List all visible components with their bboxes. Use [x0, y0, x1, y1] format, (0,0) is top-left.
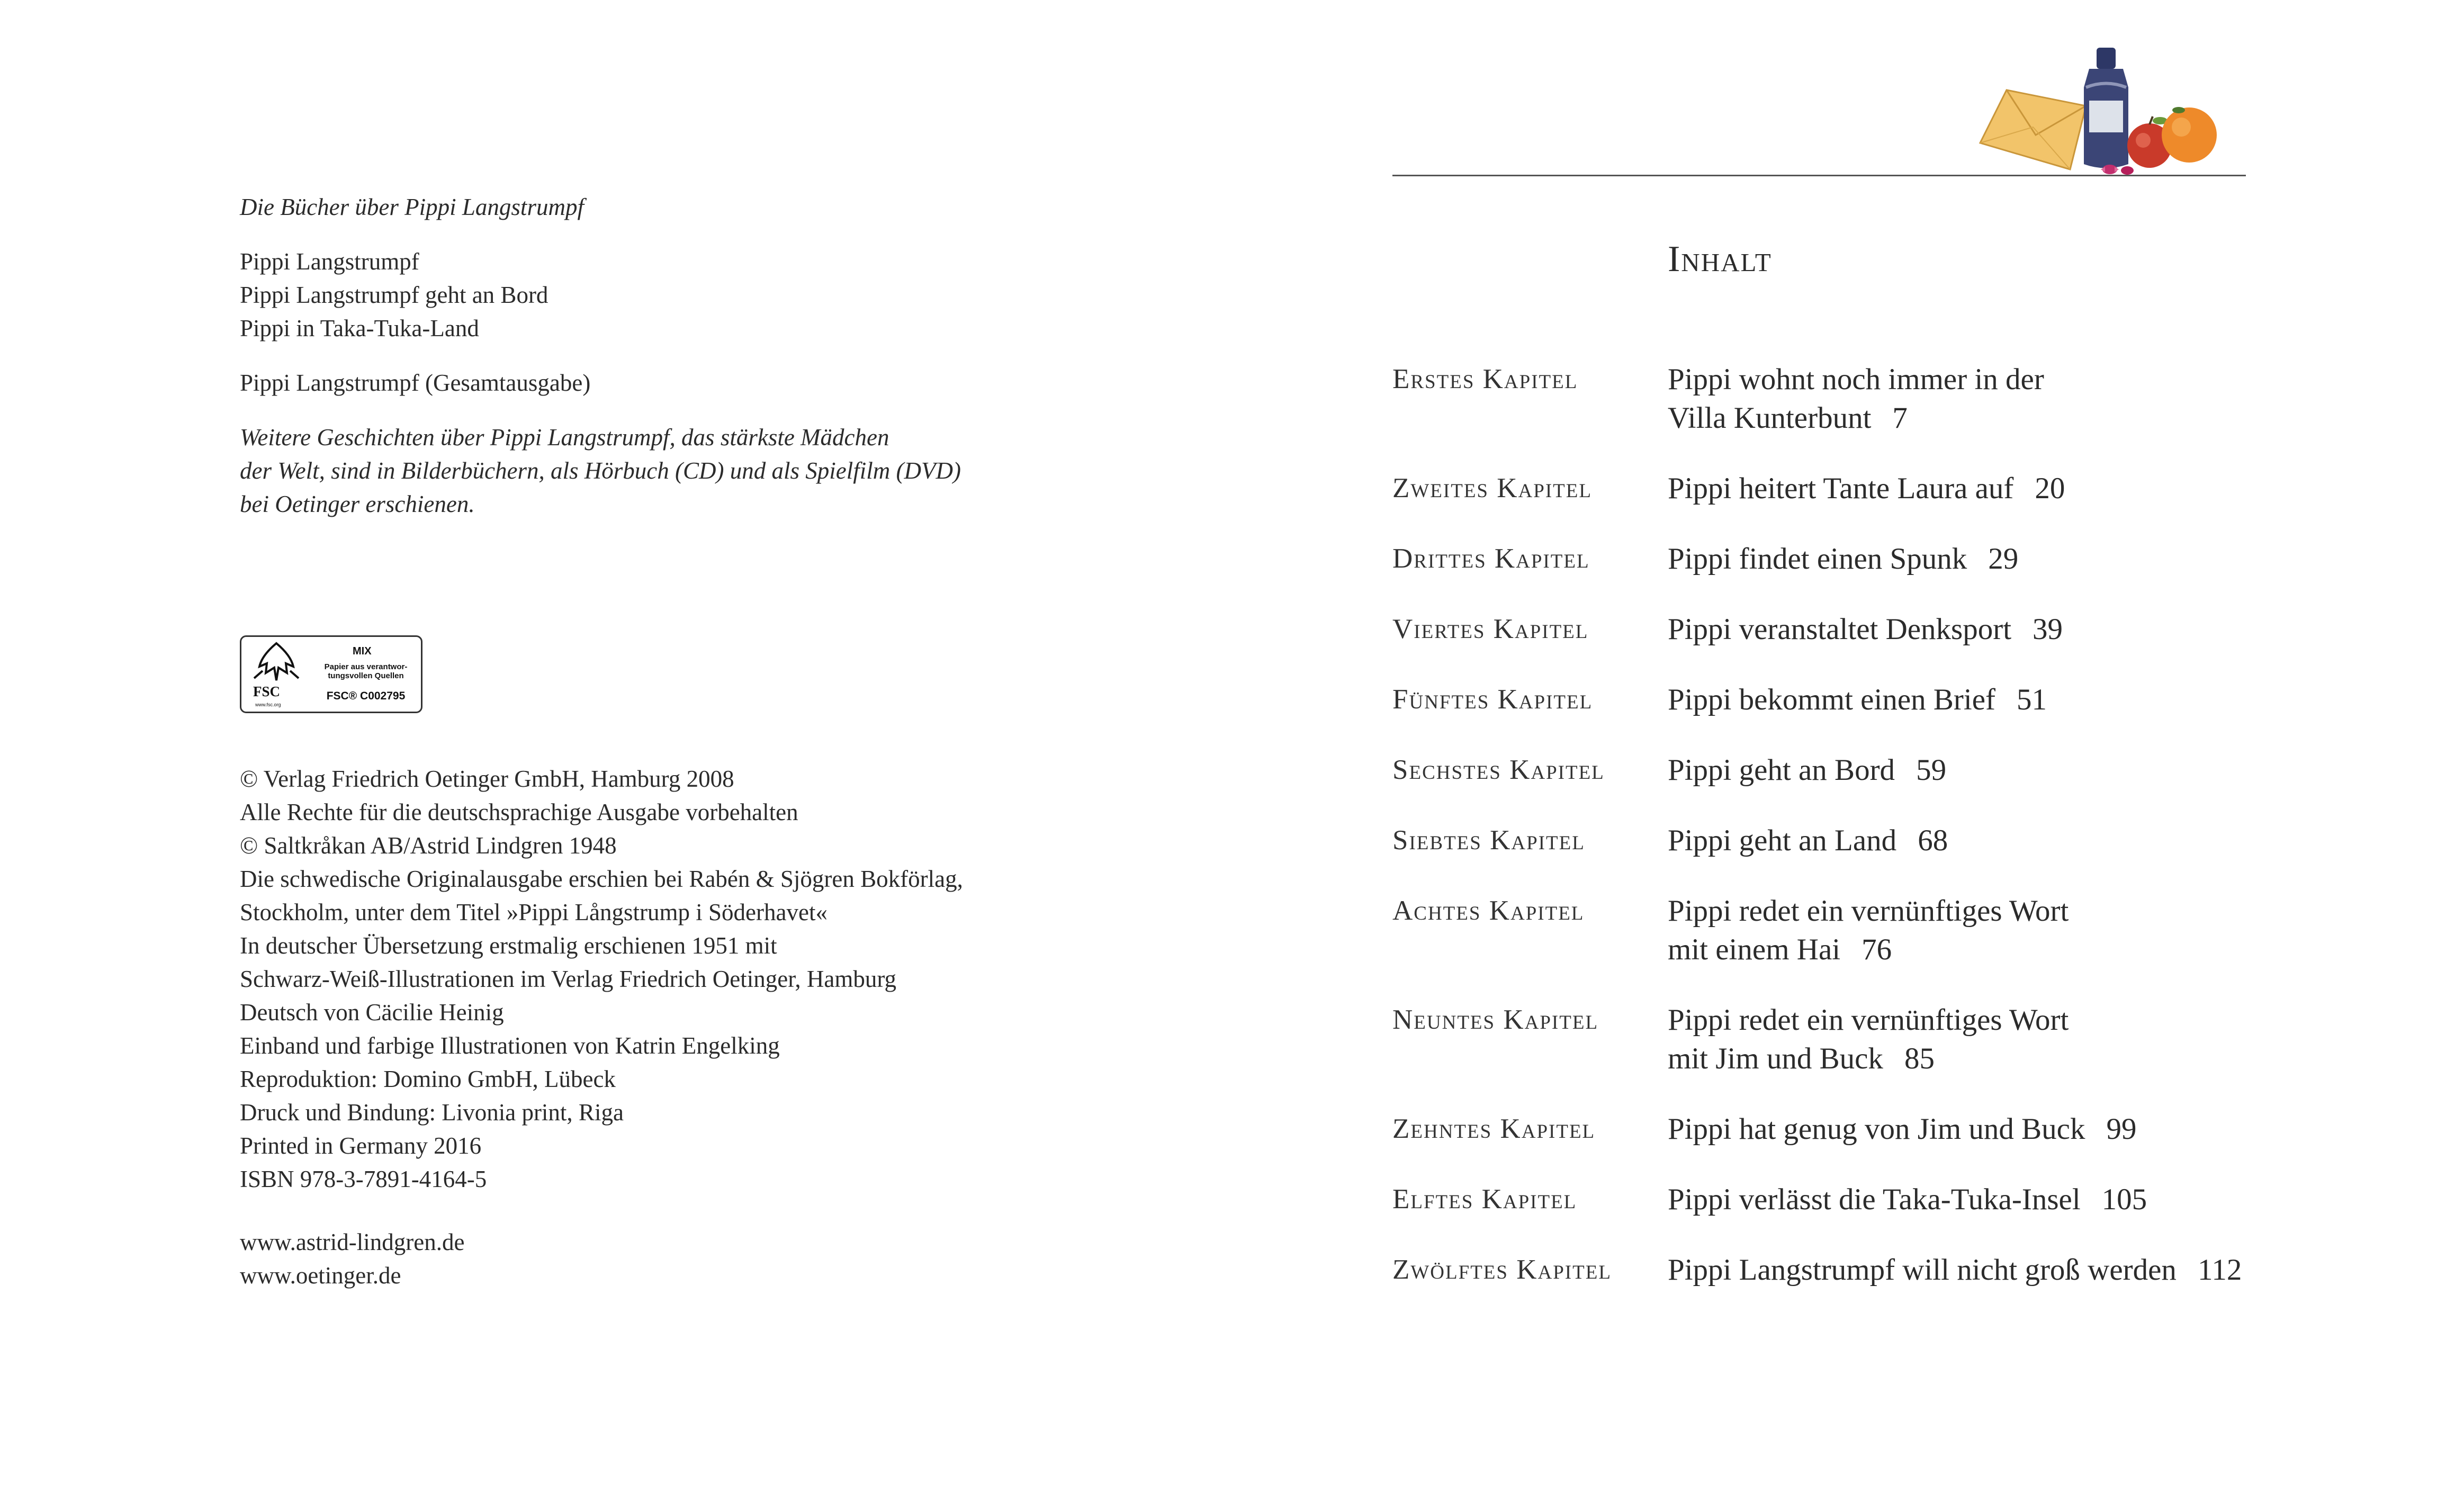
fsc-label: FSC	[253, 684, 281, 699]
chapter-title-line: Pippi hat genug von Jim und Buck	[1668, 1112, 2085, 1146]
ink-bottle-icon	[2084, 48, 2128, 168]
page-number: 20	[2035, 472, 2065, 505]
toc-entry[interactable]	[1392, 892, 2451, 969]
imprint-line: Printed in Germany 2016	[240, 1133, 482, 1159]
chapter-number: Drittes Kapitel	[1392, 543, 1590, 574]
fsc-logo	[240, 635, 422, 713]
chapter-title-line: Pippi Langstrumpf will nicht groß werden	[1668, 1253, 2177, 1287]
envelope-icon	[1980, 90, 2086, 169]
chapter-number: Fünftes Kapitel	[1392, 684, 1593, 715]
page-number: 112	[2197, 1253, 2242, 1287]
toc-entry[interactable]	[1392, 1110, 2451, 1148]
chapter-title-line: Pippi redet ein vernünftiges Wort	[1668, 894, 2069, 928]
chapter-title-line: Pippi veranstaltet Denksport	[1668, 613, 2012, 646]
toc-entry[interactable]	[1392, 751, 2451, 789]
fsc-mix-label: MIX	[353, 645, 372, 657]
toc-entry[interactable]	[1392, 540, 2451, 578]
toc-entry[interactable]	[1392, 610, 2451, 649]
imprint-line: Deutsch von Cäcilie Heinig	[240, 999, 504, 1026]
fsc-paper-line: Papier aus verantwor-	[324, 662, 408, 671]
fsc-code: FSC® C002795	[326, 690, 406, 702]
chapter-number: Viertes Kapitel	[1392, 614, 1589, 644]
chapter-number: Siebtes Kapitel	[1392, 825, 1585, 856]
page-number: 76	[1862, 933, 1892, 966]
series-heading: Die Bücher über Pippi Langstrumpf	[240, 194, 584, 220]
chapter-title	[1668, 1110, 2409, 1148]
toc-entry[interactable]	[1392, 1180, 2451, 1219]
websites	[240, 1226, 464, 1292]
chapter-number: Zwölftes Kapitel	[1392, 1254, 1612, 1285]
website-link[interactable]: www.astrid-lindgren.de	[240, 1229, 465, 1255]
fsc-paper-line: tungsvollen Quellen	[328, 671, 404, 680]
toc-entry[interactable]	[1392, 469, 2451, 508]
toc-entry[interactable]	[1392, 1001, 2451, 1078]
imprint-line: Stockholm, unter dem Titel »Pippi Långstrump i Söderhavet«	[240, 899, 828, 925]
fsc-site: www.fsc.org	[255, 702, 281, 707]
toc-entry[interactable]	[1392, 360, 2451, 437]
chapter-title	[1668, 1251, 2409, 1289]
header-rule	[1392, 175, 2246, 176]
chapter-title	[1668, 1001, 2409, 1078]
chapter-title-line: Pippi findet einen Spunk	[1668, 542, 1967, 576]
chapter-title	[1668, 610, 2409, 649]
further-note-line: Weitere Geschichten über Pippi Langstrumpf, das stärkste Mädchen	[240, 424, 889, 451]
imprint-line: © Verlag Friedrich Oetinger GmbH, Hamburg 2008	[240, 766, 734, 792]
toc-entry[interactable]	[1392, 821, 2451, 860]
chapter-title-line: Pippi geht an Land	[1668, 824, 1897, 857]
chapter-number: Elftes Kapitel	[1392, 1184, 1577, 1215]
imprint-line: Schwarz-Weiß-Illustrationen im Verlag Friedrich Oetinger, Hamburg	[240, 966, 897, 992]
chapter-number: Zehntes Kapitel	[1392, 1113, 1596, 1144]
chapter-title-line: Pippi geht an Bord	[1668, 753, 1895, 787]
page-number: 7	[1892, 401, 1908, 435]
collected-edition: Pippi Langstrumpf (Gesamtausgabe)	[240, 370, 591, 396]
imprint	[240, 762, 1193, 1196]
chapter-title-line: Pippi heitert Tante Laura auf	[1668, 472, 2014, 505]
imprint-line: Einband und farbige Illustrationen von Katrin Engelking	[240, 1032, 780, 1059]
book-title: Pippi in Taka-Tuka-Land	[240, 315, 479, 341]
chapter-title-line: Villa Kunterbunt	[1668, 401, 1872, 435]
page-number: 68	[1918, 824, 1948, 857]
chapter-title	[1668, 751, 2409, 789]
page-number: 85	[1904, 1042, 1935, 1075]
chapter-number: Erstes Kapitel	[1392, 364, 1578, 394]
chapter-title	[1668, 892, 2409, 969]
page-number: 39	[2033, 613, 2063, 646]
book-title: Pippi Langstrumpf geht an Bord	[240, 282, 548, 308]
chapter-number: Sechstes Kapitel	[1392, 754, 1605, 785]
toc-entry[interactable]	[1392, 680, 2451, 719]
chapter-title	[1668, 1180, 2409, 1219]
fsc-paper-text	[310, 662, 421, 680]
chapter-title-line: mit einem Hai	[1668, 933, 1841, 966]
page-number: 29	[1988, 542, 2019, 576]
imprint-line: In deutscher Übersetzung erstmalig erschienen 1951 mit	[240, 932, 777, 959]
chapter-number: Neuntes Kapitel	[1392, 1004, 1599, 1035]
imprint-line: ISBN 978-3-7891-4164-5	[240, 1166, 487, 1192]
book-list-section	[240, 191, 1087, 521]
chapter-number: Achtes Kapitel	[1392, 895, 1585, 926]
chapter-number: Zweites Kapitel	[1392, 473, 1592, 504]
further-note-line: bei Oetinger erschienen.	[240, 491, 475, 517]
imprint-line: Die schwedische Originalausgabe erschien bei Rabén & Sjögren Bokförlag,	[240, 866, 963, 892]
toc-entry[interactable]	[1392, 1251, 2451, 1289]
chapter-title	[1668, 469, 2409, 508]
imprint-line: © Saltkråkan AB/Astrid Lindgren 1948	[240, 832, 617, 859]
orange-icon	[2162, 107, 2217, 163]
imprint-line: Druck und Bindung: Livonia print, Riga	[240, 1099, 624, 1126]
page-title: Inhalt	[1668, 239, 1772, 280]
chapter-title-line: Pippi bekommt einen Brief	[1668, 683, 1995, 716]
chapter-title-line: mit Jim und Buck	[1668, 1042, 1883, 1075]
page-number: 99	[2106, 1112, 2137, 1146]
still-life-illustration	[1970, 37, 2255, 180]
chapter-title	[1668, 680, 2409, 719]
chapter-title-line: Pippi verlässt die Taka-Tuka-Insel	[1668, 1183, 2081, 1216]
page-number: 51	[2016, 683, 2047, 716]
chapter-title	[1668, 360, 2409, 437]
page-number: 105	[2101, 1183, 2147, 1216]
chapter-title-line: Pippi wohnt noch immer in der	[1668, 363, 2044, 396]
further-note-line: der Welt, sind in Bilderbüchern, als Hörbuch (CD) und als Spielfilm (DVD)	[240, 457, 961, 484]
chapter-title-line: Pippi redet ein vernünftiges Wort	[1668, 1003, 2069, 1037]
imprint-line: Reproduktion: Domino GmbH, Lübeck	[240, 1066, 616, 1092]
website-link[interactable]: www.oetinger.de	[240, 1262, 401, 1289]
chapter-title	[1668, 540, 2409, 578]
chapter-title	[1668, 821, 2409, 860]
book-title: Pippi Langstrumpf	[240, 248, 419, 275]
page-number: 59	[1916, 753, 1947, 787]
fsc-tree-icon	[250, 641, 303, 684]
imprint-line: Alle Rechte für die deutschsprachige Ausgabe vorbehalten	[240, 799, 798, 825]
table-of-contents	[1392, 360, 2451, 1321]
